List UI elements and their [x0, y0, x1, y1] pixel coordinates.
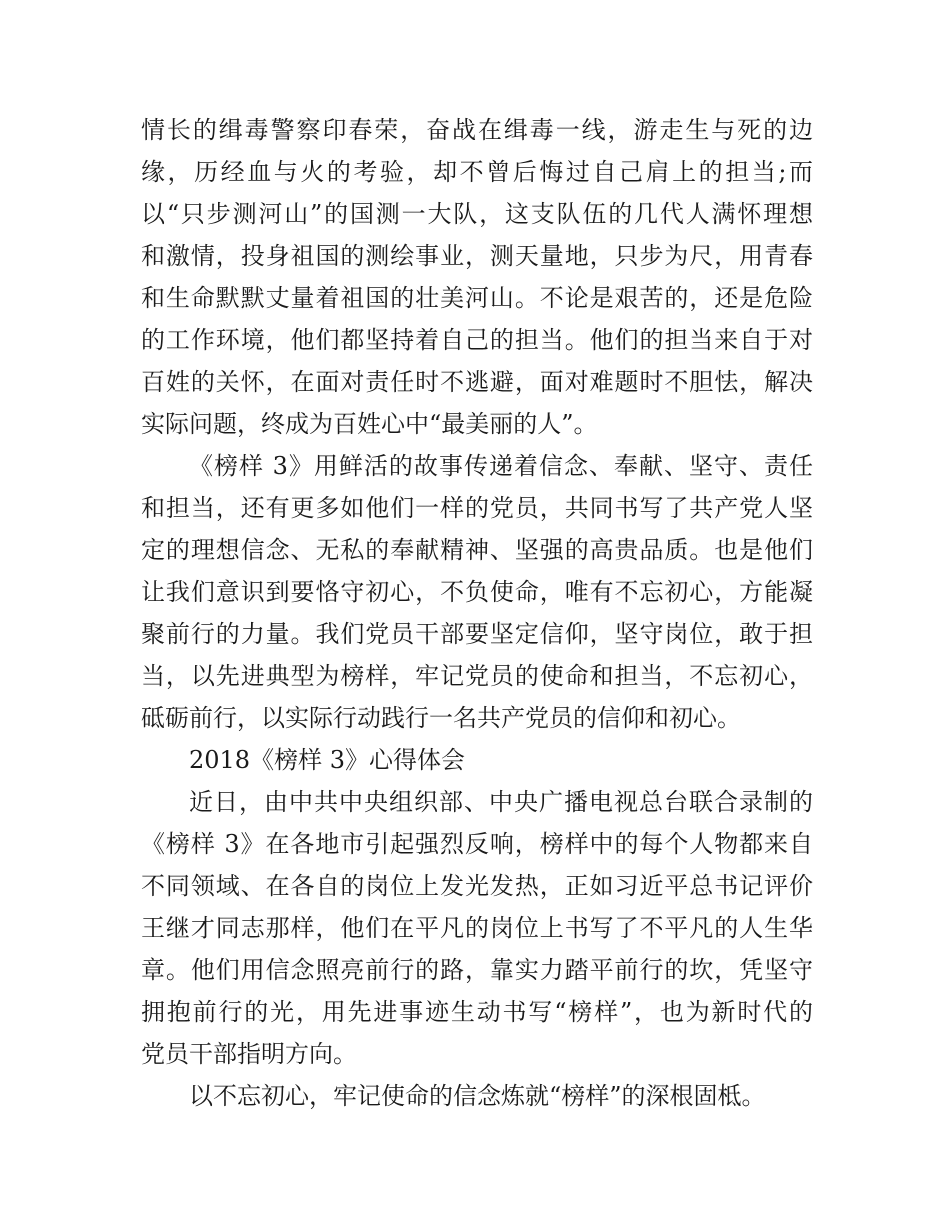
text-line: 情长的缉毒警察印春荣，奋战在缉毒一线，游走生与死的边	[141, 116, 813, 144]
text-line: 和生命默默丈量着祖国的壮美河山。不论是艰苦的，还是危险	[141, 284, 813, 312]
text-line: 缘，历经血与火的考验，却不曾后悔过自己肩上的担当;而	[141, 158, 813, 186]
paragraph-first-line: 近日，由中共中央组织部、中央广播电视总台联合录制的	[189, 788, 813, 816]
text-line: 砥砺前行，以实际行动践行一名共产党员的信仰和初心。	[141, 704, 741, 732]
text-line: 聚前行的力量。我们党员干部要坚定信仰，坚守岗位，敢于担	[141, 620, 813, 648]
paragraph-first-line: 《榜样 3》用鲜活的故事传递着信念、奉献、坚守、责任	[189, 452, 813, 480]
section-title: 2018《榜样 3》心得体会	[189, 746, 465, 774]
text-line: 不同领域、在各自的岗位上发光发热，正如习近平总书记评价	[141, 872, 813, 900]
text-line: 党员干部指明方向。	[141, 1040, 357, 1068]
text-line: 章。他们用信念照亮前行的路，靠实力踏平前行的坎，凭坚守	[141, 956, 813, 984]
text-line: 《榜样 3》在各地市引起强烈反响，榜样中的每个人物都来自	[141, 830, 813, 858]
text-line: 实际问题，终成为百姓心中“最美丽的人”。	[141, 410, 598, 438]
text-line: 的工作环境，他们都坚持着自己的担当。他们的担当来自于对	[141, 326, 813, 354]
text-line: 和激情，投身祖国的测绘事业，测天量地，只步为尺，用青春	[141, 242, 813, 270]
text-line: 王继才同志那样，他们在平凡的岗位上书写了不平凡的人生华	[141, 914, 813, 942]
text-line: 让我们意识到要恪守初心，不负使命，唯有不忘初心，方能凝	[141, 578, 813, 606]
text-line: 百姓的关怀，在面对责任时不逃避，面对难题时不胆怯，解决	[141, 368, 813, 396]
document-body	[141, 109, 813, 1117]
text-line: 当，以先进典型为榜样，牢记党员的使命和担当，不忘初心，	[141, 662, 813, 690]
text-line: 拥抱前行的光，用先进事迹生动书写“榜样”，也为新时代的	[141, 998, 813, 1026]
paragraph-first-line: 以不忘初心，牢记使命的信念炼就“榜样”的深根固柢。	[189, 1082, 766, 1110]
text-line: 和担当，还有更多如他们一样的党员，共同书写了共产党人坚	[141, 494, 813, 522]
text-line: 定的理想信念、无私的奉献精神、坚强的高贵品质。也是他们	[141, 536, 813, 564]
text-line: 以“只步测河山”的国测一大队，这支队伍的几代人满怀理想	[141, 200, 813, 228]
